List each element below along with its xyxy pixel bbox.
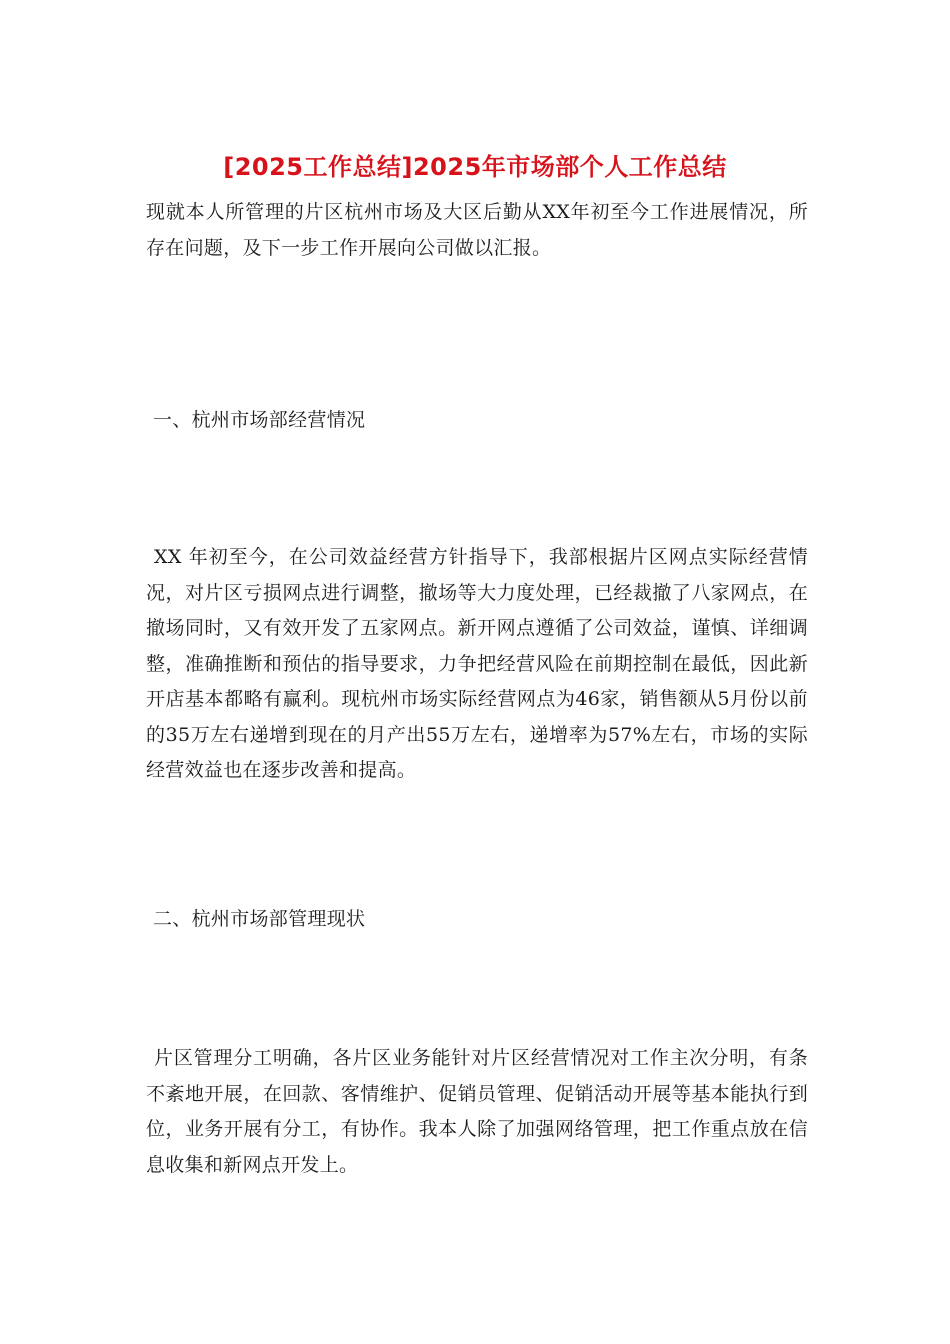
section-heading-1: 一、杭州市场部经营情况 [153,409,366,431]
intro-paragraph: 现就本人所管理的片区杭州市场及大区后勤从XX年初至今工作进展情况，所存在问题，及下一步工作开展向公司做以汇报。 [146,201,808,259]
section-heading-2: 二、杭州市场部管理现状 [153,908,366,930]
document-title: [2025工作总结]2025年市场部个人工作总结 [223,153,727,181]
section-body-2: 片区管理分工明确，各片区业务能针对片区经营情况对工作主次分明，有条不紊地开展，在回款、客情维护、促销员管理、促销活动开展等基本能执行到位，业务开展有分工，有协作。我本人除了加强网络管理，把工作重点放在信息收集和新网点开发上。 [146,1047,808,1176]
section-body-1: XX 年初至今，在公司效益经营方针指导下，我部根据片区网点实际经营情况，对片区亏损网点进行调整，撤场等大力度处理，已经裁撤了八家网点，在撤场同时，又有效开发了五家网点。新开网点遵循了公司效益，谨慎、详细调整，准确推断和预估的指导要求，力争把经营风险在前期控制在最低，因此新开店基本都略有赢利。现杭州市场实际经营网点为46家，销售额从5月份以前的35万左右递增到现在的月产出55万左右，递增率为57%左右，市场的实际经营效益也在逐步改善和提高。 [146,546,808,781]
